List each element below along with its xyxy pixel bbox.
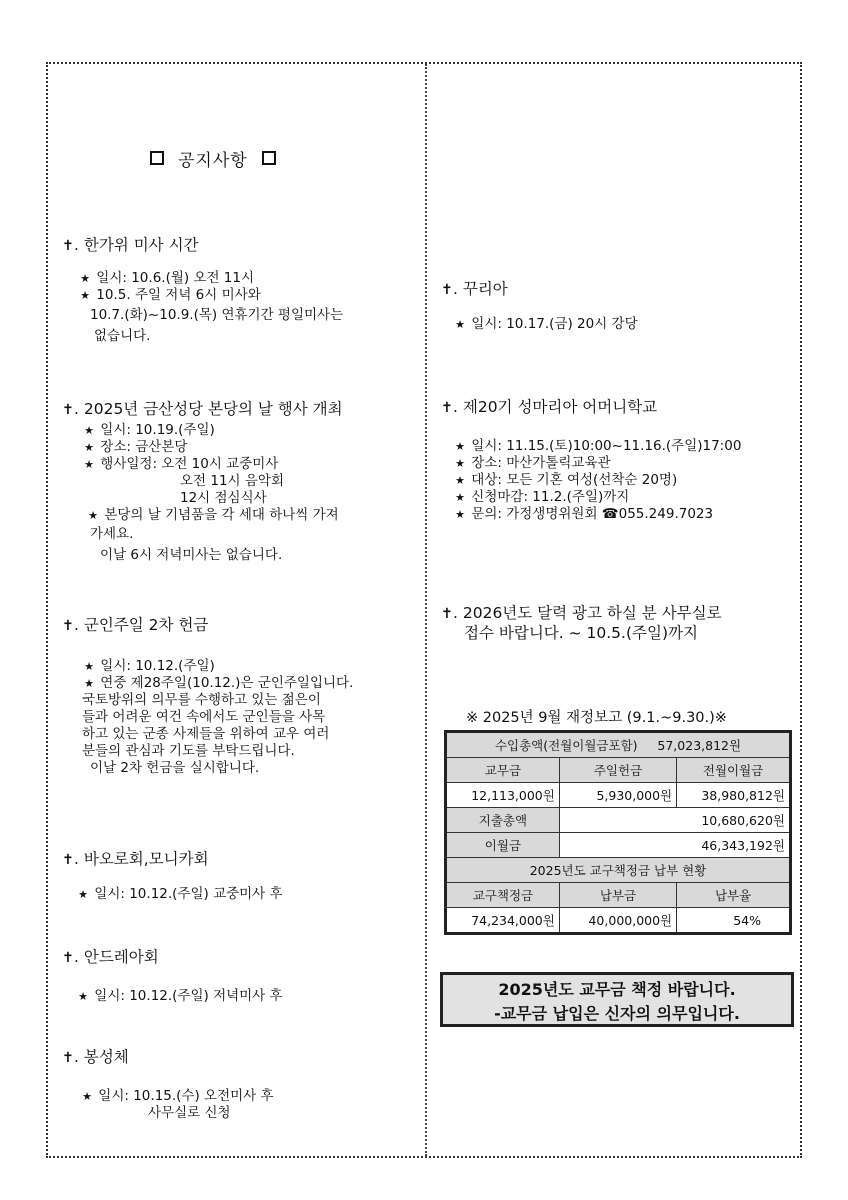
- list-item: [80, 1088, 274, 1105]
- item-text: 행사일정: 오전 10시 교중미사: [100, 456, 279, 472]
- table-row: [446, 758, 791, 783]
- value-cell: 40,000,000원: [559, 908, 676, 934]
- item-text: 일시: 10.12.(주일) 저녁미사 후: [94, 988, 283, 1004]
- title-text: 공지사항: [178, 151, 248, 171]
- heading-text: 바오로회,모니카회: [83, 850, 209, 868]
- table-row: [446, 783, 791, 808]
- section-military-sunday: [62, 616, 353, 777]
- item-text: 일시: 10.17.(금) 20시 강당: [471, 316, 638, 332]
- item-text: 본당의 날 기념품을 각 세대 하나씩 가져: [104, 507, 339, 523]
- section-heading: ✝. 바오로회,모니카회: [62, 850, 209, 868]
- header-cell: 교구책정금: [446, 883, 560, 908]
- heading-text: 2026년도 달력 광고 하실 분 사무실로: [462, 604, 722, 622]
- star-icon: ★: [82, 1090, 92, 1103]
- section-communion: [62, 1048, 274, 1122]
- list-item: [78, 287, 343, 304]
- section-parish-day: [62, 400, 343, 564]
- finance-table: [444, 730, 792, 935]
- heading-text: 안드레아회: [83, 948, 159, 966]
- item-continuation: 분들의 관심과 기도를 부탁드립니다.: [82, 743, 295, 759]
- cross-icon: ✝: [62, 618, 74, 634]
- heading-text: 군인주일 2차 헌금: [83, 616, 209, 634]
- item-text: 일시: 10.6.(월) 오전 11시: [96, 270, 255, 286]
- table-row: [446, 808, 791, 833]
- section-calendar-ad: [441, 604, 722, 657]
- list-item: [82, 422, 343, 439]
- star-icon: ★: [455, 491, 465, 504]
- star-icon: ★: [78, 888, 88, 901]
- section-heading: ✝. 안드레아회: [62, 948, 159, 966]
- star-icon: ★: [455, 457, 465, 470]
- finance-title: ※ 2025년 9월 재정보고 (9.1.~9.30.)※: [466, 710, 727, 726]
- item-text: 일시: 10.12.(주일) 교중미사 후: [94, 886, 283, 902]
- star-icon: ★: [84, 441, 94, 454]
- value-cell: 12,113,000원: [446, 783, 560, 808]
- cross-icon: ✝: [62, 238, 74, 254]
- cross-icon: ✝: [62, 852, 74, 868]
- cross-icon: ✝: [62, 402, 74, 418]
- section-hangawi: [62, 236, 343, 345]
- schedule-line: 12시 점심식사: [180, 490, 267, 506]
- income-cell: [446, 732, 791, 758]
- heading-text: 한가위 미사 시간: [83, 236, 199, 254]
- income-value: 57,023,812원: [657, 738, 742, 753]
- section-heading: ✝. 꾸리아: [441, 280, 508, 298]
- item-continuation: 10.7.(화)~10.9.(목) 연휴기간 평일미사는: [90, 307, 344, 323]
- notice-line: 2025년도 교무금 책정 바랍니다.: [498, 980, 736, 999]
- list-item: [82, 456, 343, 473]
- notice-line: -교무금 납입은 신자의 의무입니다.: [494, 1004, 740, 1023]
- label-cell: 이월금: [446, 833, 560, 858]
- star-icon: ★: [455, 508, 465, 521]
- table-row: [446, 732, 791, 758]
- section-heading: ✝. 제20기 성마리아 어머니학교: [441, 398, 658, 416]
- list-item: [453, 472, 741, 489]
- star-icon: ★: [84, 458, 94, 471]
- star-icon: ★: [80, 272, 90, 285]
- item-continuation: 이날 2차 헌금을 실시합니다.: [90, 760, 260, 776]
- heading-text: 꾸리아: [462, 280, 508, 298]
- item-text: 대상: 모든 기혼 여성(선착순 20명): [471, 472, 678, 488]
- value-cell: 5,930,000원: [559, 783, 676, 808]
- list-item: [82, 675, 353, 692]
- column-divider: [425, 64, 427, 1156]
- value-cell: 46,343,192원: [559, 833, 790, 858]
- tithe-notice-box: [440, 972, 794, 1027]
- star-icon: ★: [455, 318, 465, 331]
- cross-icon: ✝: [441, 606, 453, 622]
- list-item: [78, 270, 343, 287]
- header-cell: 납부금: [559, 883, 676, 908]
- header-cell: 주일헌금: [559, 758, 676, 783]
- heading-text: 봉성체: [83, 1048, 129, 1066]
- section-mothers-school: [441, 398, 741, 523]
- table-row: [446, 833, 791, 858]
- square-icon: [150, 151, 164, 165]
- table-row: [446, 883, 791, 908]
- item-continuation: 이날 6시 저녁미사는 없습니다.: [100, 547, 283, 563]
- list-item: [82, 439, 343, 456]
- star-icon: ★: [455, 474, 465, 487]
- list-item: [76, 988, 283, 1005]
- heading-text: 제20기 성마리아 어머니학교: [462, 398, 658, 416]
- heading-text: 2025년 금산성당 본당의 날 행사 개최: [83, 400, 343, 418]
- item-text: 일시: 10.15.(수) 오전미사 후: [98, 1088, 274, 1104]
- section-curia: [441, 280, 638, 333]
- star-icon: ★: [88, 509, 98, 522]
- heading-continuation: 접수 바랍니다. ~ 10.5.(주일)까지: [464, 624, 698, 642]
- list-item: [453, 506, 741, 523]
- list-item: [82, 658, 353, 675]
- value-cell: 38,980,812원: [677, 783, 791, 808]
- item-continuation: 하고 있는 군종 사제들을 위하여 교우 여러: [82, 726, 330, 742]
- list-item: [453, 438, 741, 455]
- square-icon: [262, 151, 276, 165]
- subtitle-cell: 2025년도 교구책정금 납부 현황: [446, 858, 791, 883]
- section-heading: ✝. 봉성체: [62, 1048, 129, 1066]
- header-cell: 전월이월금: [677, 758, 791, 783]
- star-icon: ★: [84, 660, 94, 673]
- item-text: 일시: 10.19.(주일): [100, 422, 215, 438]
- header-cell: 납부율: [677, 883, 791, 908]
- item-continuation: 사무실로 신청: [148, 1105, 231, 1121]
- item-text: 일시: 10.12.(주일): [100, 658, 215, 674]
- star-icon: ★: [80, 289, 90, 302]
- list-item: [86, 507, 343, 524]
- income-label: 수입총액(전월이월금포함): [494, 738, 638, 753]
- item-text: 일시: 11.15.(토)10:00~11.16.(주일)17:00: [471, 438, 742, 454]
- cross-icon: ✝: [441, 400, 453, 416]
- value-cell: 10,680,620원: [559, 808, 790, 833]
- page-title: [150, 146, 276, 171]
- star-icon: ★: [84, 677, 94, 690]
- cross-icon: ✝: [441, 282, 453, 298]
- list-item: [453, 455, 741, 472]
- star-icon: ★: [455, 440, 465, 453]
- value-cell: 74,234,000원: [446, 908, 560, 934]
- section-andrew: [62, 948, 283, 1005]
- header-cell: 교무금: [446, 758, 560, 783]
- star-icon: ★: [78, 990, 88, 1003]
- item-text: 문의: 가정생명위원회 ☎055.249.7023: [471, 506, 714, 522]
- label-cell: 지출총액: [446, 808, 560, 833]
- table-row: [446, 858, 791, 883]
- item-continuation: 국토방위의 의무를 수행하고 있는 젊은이: [82, 692, 321, 708]
- section-heading: ✝. 2025년 금산성당 본당의 날 행사 개최: [62, 400, 343, 418]
- list-item: [453, 489, 741, 506]
- schedule-line: 오전 11시 음악회: [180, 473, 285, 489]
- item-continuation: 없습니다.: [94, 328, 151, 344]
- list-item: [453, 316, 638, 333]
- item-text: 장소: 금산본당: [100, 439, 188, 455]
- item-continuation: 가세요.: [90, 526, 134, 542]
- table-row: [446, 908, 791, 934]
- item-continuation: 들과 어려운 여건 속에서도 군인들을 사목: [82, 709, 326, 725]
- item-text: 장소: 마산가톨릭교육관: [471, 455, 611, 471]
- section-heading: ✝. 군인주일 2차 헌금: [62, 616, 209, 634]
- section-paul-monica: [62, 850, 283, 903]
- value-cell: 54%: [677, 908, 791, 934]
- section-heading: ✝. 한가위 미사 시간: [62, 236, 199, 254]
- list-item: [76, 886, 283, 903]
- item-text: 신청마감: 11.2.(주일)까지: [471, 489, 630, 505]
- cross-icon: ✝: [62, 1050, 74, 1066]
- star-icon: ★: [84, 424, 94, 437]
- item-text: 10.5. 주일 저녁 6시 미사와: [96, 287, 261, 303]
- section-heading: ✝. 2026년도 달력 광고 하실 분 사무실로: [441, 604, 722, 622]
- cross-icon: ✝: [62, 950, 74, 966]
- item-text: 연중 제28주일(10.12.)은 군인주일입니다.: [100, 675, 354, 691]
